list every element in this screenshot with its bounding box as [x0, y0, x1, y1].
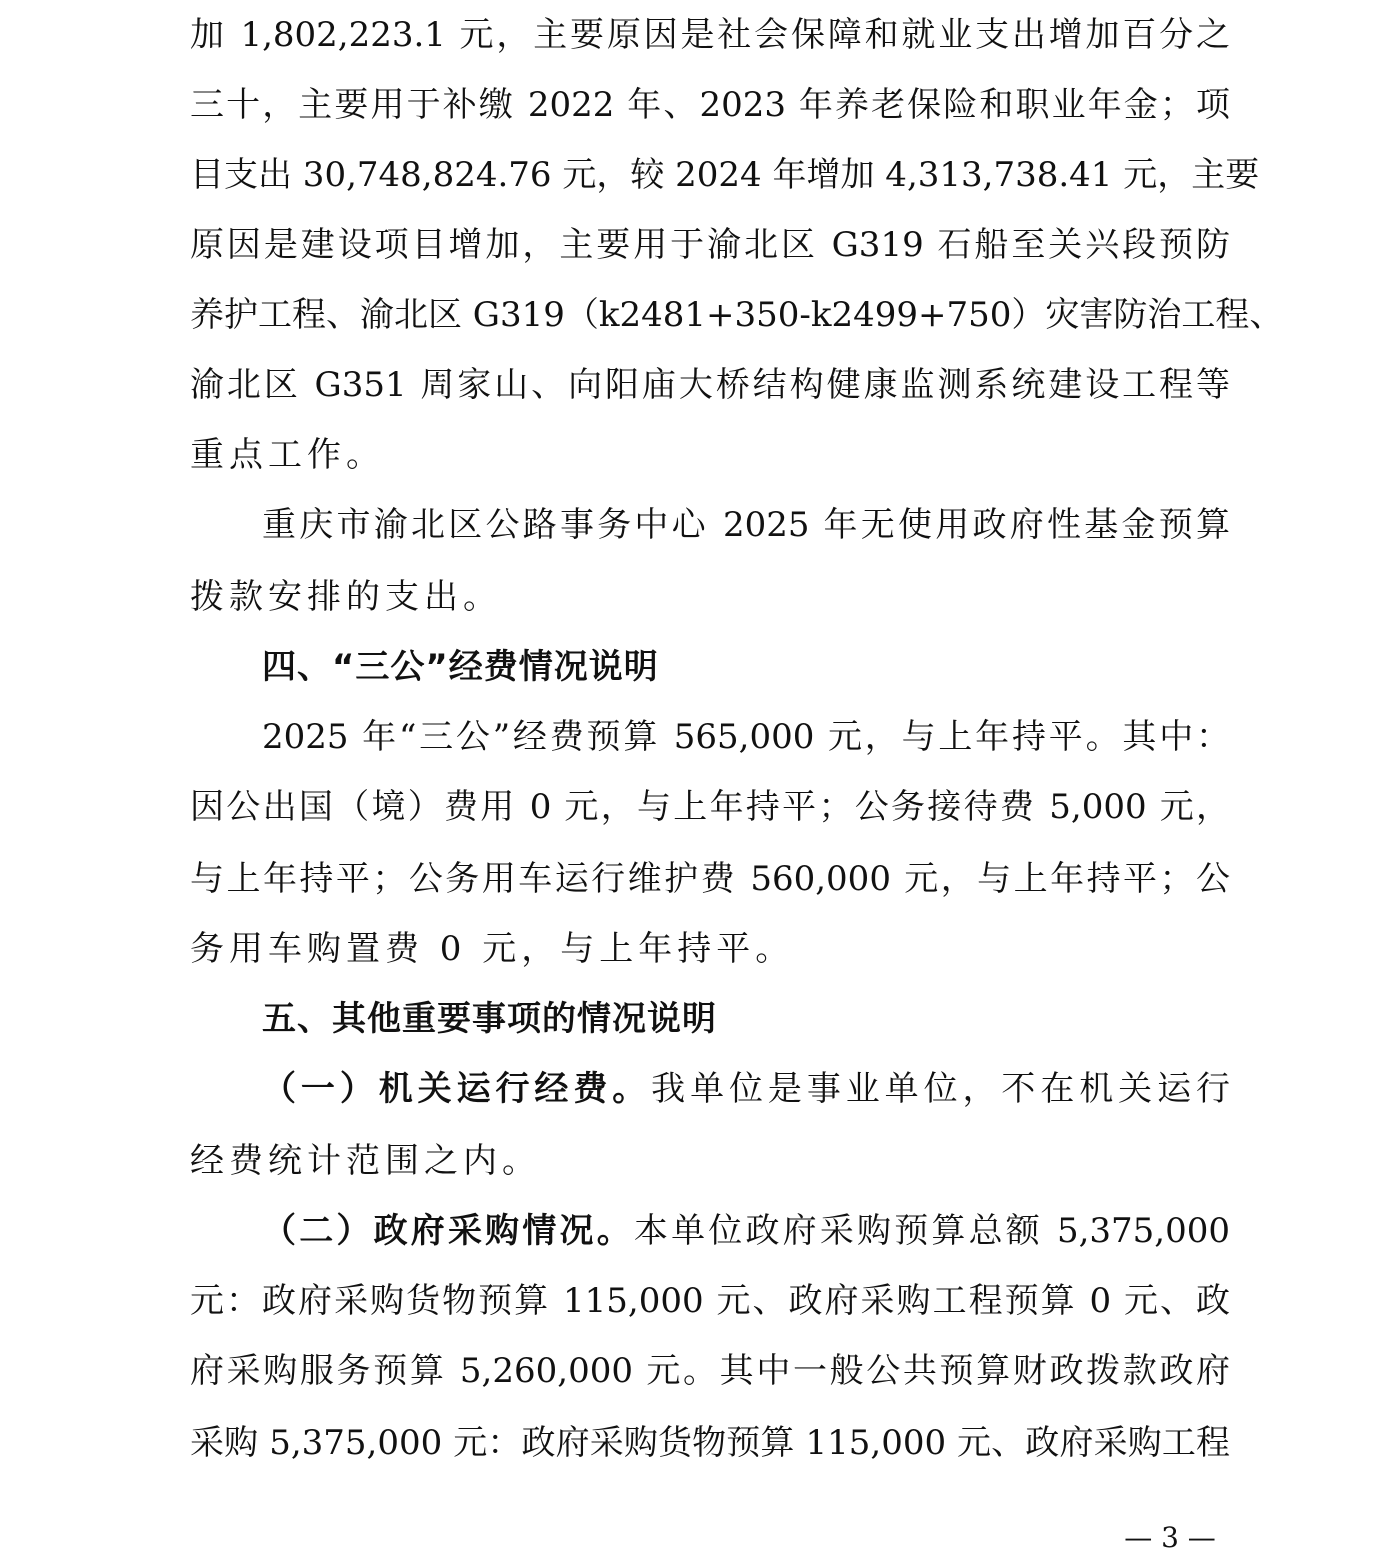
- section-heading-four: 四、“三公”经费情况说明: [262, 647, 659, 687]
- item-one-heading: （一）机关运行经费。: [262, 1069, 652, 1109]
- body-line: 因公出国（境）费用 0 元，与上年持平；公务接待费 5,000 元，: [190, 787, 1230, 827]
- body-line: 元：政府采购货物预算 115,000 元、政府采购工程预算 0 元、政: [190, 1281, 1230, 1321]
- body-line: 与上年持平；公务用车运行维护费 560,000 元，与上年持平；公: [190, 859, 1230, 899]
- body-line: 府采购服务预算 5,260,000 元。其中一般公共预算财政拨款政府: [190, 1351, 1230, 1391]
- body-line: 原因是建设项目增加，主要用于渝北区 G319 石船至关兴段预防: [190, 225, 1230, 265]
- body-line: 重庆市渝北区公路事务中心 2025 年无使用政府性基金预算: [262, 505, 1230, 545]
- body-line: 采购 5,375,000 元：政府采购货物预算 115,000 元、政府采购工程: [190, 1423, 1230, 1463]
- item-two-text: 本单位政府采购预算总额 5,375,000: [633, 1211, 1230, 1251]
- item-two-heading: （二）政府采购情况。: [262, 1211, 634, 1251]
- page-number: — 3 —: [1124, 1521, 1216, 1554]
- body-line: 2025 年“三公”经费预算 565,000 元，与上年持平。其中：: [262, 717, 1230, 757]
- item-two-line: [262, 1206, 1230, 1256]
- body-line: 务用车购置费 0 元，与上年持平。: [190, 929, 795, 969]
- body-line: 拨款安排的支出。: [190, 577, 502, 617]
- item-one-text: 我单位是事业单位，不在机关运行: [651, 1069, 1231, 1109]
- body-line: 三十，主要用于补缴 2022 年、2023 年养老保险和职业年金；项: [190, 85, 1230, 125]
- body-line: 目支出 30,748,824.76 元，较 2024 年增加 4,313,738.41 元，主要: [190, 155, 1260, 195]
- body-line: 经费统计范围之内。: [190, 1141, 541, 1181]
- section-heading-five: 五、其他重要事项的情况说明: [262, 999, 717, 1039]
- body-line: 养护工程、渝北区 G319（k2481+350-k2499+750）灾害防治工程、: [190, 295, 1284, 335]
- body-line: 重点工作。: [190, 435, 385, 475]
- item-one-line: [262, 1064, 1230, 1114]
- body-line: 渝北区 G351 周家山、向阳庙大桥结构健康监测系统建设工程等: [190, 365, 1230, 405]
- body-line: 加 1,802,223.1 元，主要原因是社会保障和就业支出增加百分之: [190, 15, 1230, 55]
